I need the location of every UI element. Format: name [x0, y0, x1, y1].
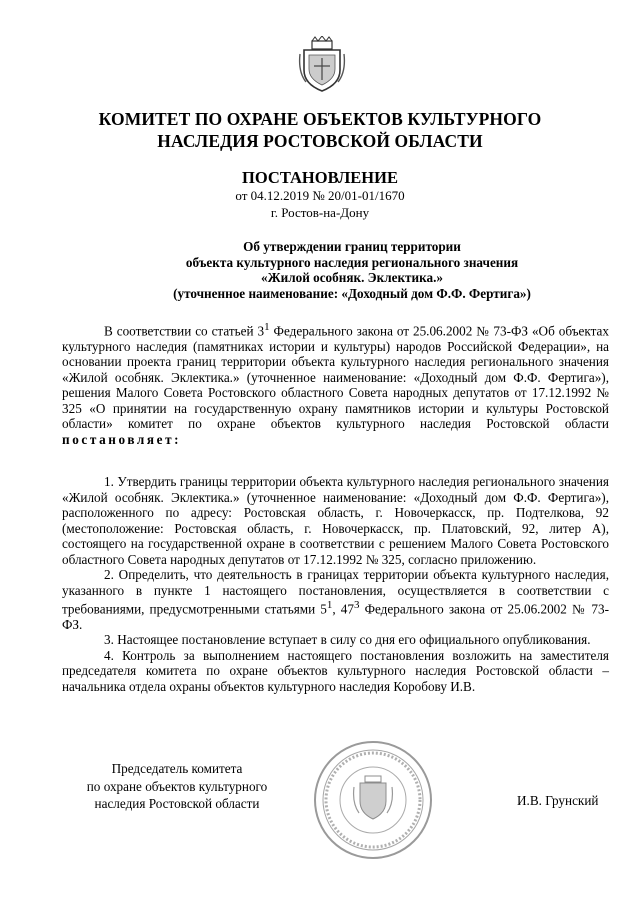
coat-of-arms-emblem: [298, 36, 346, 94]
preamble-text: В соответствии со статьей 3: [104, 323, 265, 339]
superscript: 1: [264, 321, 270, 333]
signatory-title: [62, 760, 292, 813]
signatory-line: Председатель комитета: [111, 761, 243, 776]
organization-name-line2: НАСЛЕДИЯ РОСТОВСКОЙ ОБЛАСТИ: [157, 131, 483, 151]
item-2: [62, 567, 609, 632]
resolution-items: [62, 474, 609, 694]
item-3: 3. Настоящее постановление вступает в силу со дня его официального опубликования.: [104, 632, 591, 648]
document-type: ПОСТАНОВЛЕНИЕ: [242, 168, 398, 187]
title-line: объекта культурного наследия регионального значения: [185, 254, 519, 270]
title-line: (уточненное наименование: «Доходный дом Ф.Ф. Фертига»): [173, 286, 531, 302]
preamble: [62, 320, 609, 447]
superscript: 1: [326, 599, 333, 611]
preamble-text: Федерального закона от 25.06.2002 № 73-ФЗ «Об объектах культурного наследия (памятниках истории и культуры) народов Российской Федерации», на основании проекта границ территории объекта культурного наследия регионального значения «Жилой особняк. Эклектика.» (уточненное наименование: «Доходный дом Ф.Ф. Фертига»), решения Малого Совета Ростовского областного Совета народных депутатов от 17.12.1992 № 325 «О принятии на государственную охрану памятников истории и культуры Ростовской области» комитет по охране объектов культурного наследия Ростовской области: [62, 323, 609, 432]
signatory-name: И.В. Грунский: [517, 793, 599, 808]
signatory-line: наследия Ростовской области: [94, 796, 260, 811]
title-line: «Жилой особняк. Эклектика.»: [260, 270, 444, 286]
item-4: 4. Контроль за выполнением настоящего постановления возложить на заместителя председателя комитета по охране объектов культурного наследия Ростовской области – начальника отдела охраны объектов культурного наследия Коробову И.В.: [62, 647, 609, 694]
document-title: [60, 239, 640, 302]
title-line: Об утверждении границ территории: [243, 239, 461, 254]
preamble-paragraph: [62, 320, 609, 447]
resolve-word: постановляет:: [62, 431, 182, 447]
item-text: 2. Определить, что деятельность в границах территории объекта культурного наследия, указанного в пункте 1 настоящего постановления, осуществляется в соответствии с требованиями, предусмотренными статьями 5: [62, 567, 609, 617]
superscript: 3: [353, 599, 360, 611]
item-text: , 47: [332, 601, 354, 617]
signatory-line: по охране объектов культурного: [86, 778, 268, 794]
organization-name-line1: КОМИТЕТ ПО ОХРАНЕ ОБЪЕКТОВ КУЛЬТУРНОГО: [98, 109, 542, 129]
official-seal-stamp: [312, 739, 434, 861]
item-text: Федерального закона от 25.06.2002 № 73-ФЗ.: [62, 601, 610, 632]
item-1: 1. Утвердить границы территории объекта культурного наследия регионального значения «Жилой особняк. Эклектика.» (уточненное наименование: «Доходный дом Ф.Ф. Фертига»), расположенного по адресу: Ростовская область, г. Новочеркасск, пр. Подтелкова, 92 (местоположение: Ростовская область, г. Новочеркасск, пр. Платовский, 92, литер А), состоящего на государственной охране в соответствии с решением Малого Совета Ростовского областного Совета народных депутатов от 17.12.1992 № 325, согласно приложению.: [62, 474, 609, 567]
document-date-number: от 04.12.2019 № 20/01-01/1670: [235, 188, 405, 203]
document-city: г. Ростов-на-Дону: [270, 205, 370, 220]
